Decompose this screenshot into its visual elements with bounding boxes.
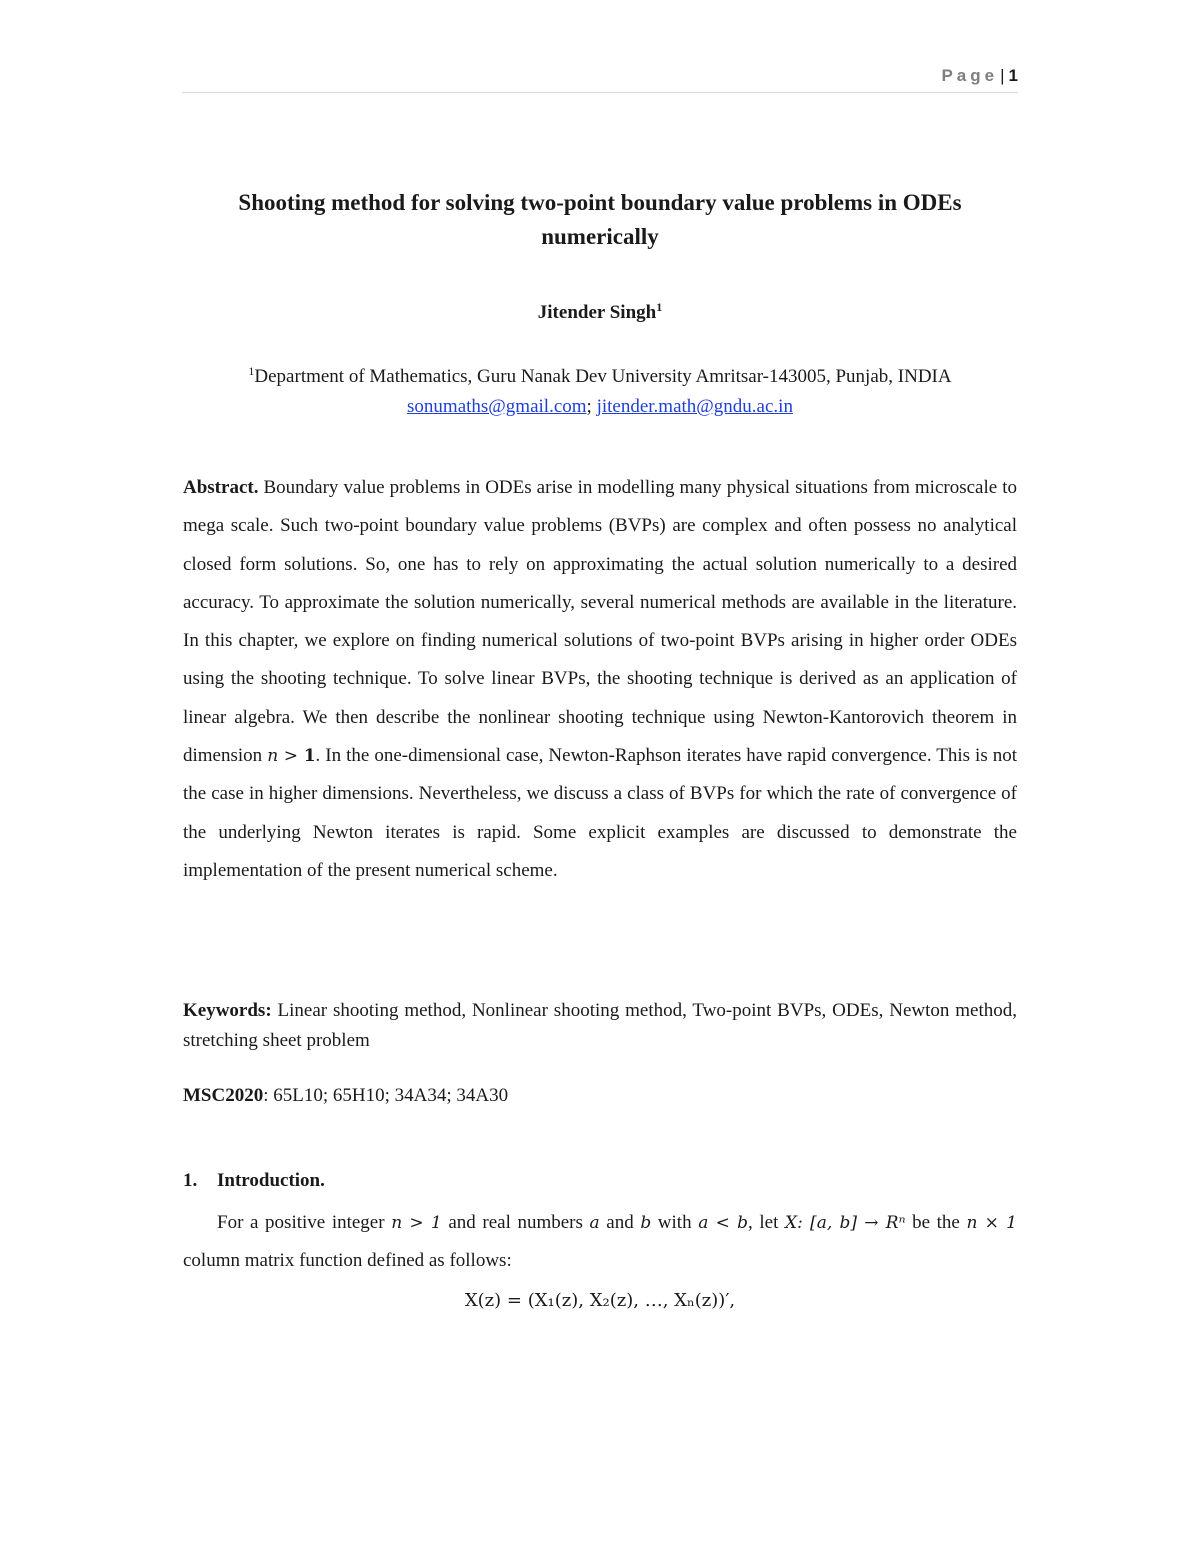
title-line-2: numerically [541, 224, 659, 249]
affiliation-line [182, 362, 1018, 392]
intro-math-6: n × 1 [966, 1213, 1018, 1233]
intro-math-4: a < b [698, 1213, 748, 1233]
title-line-1: Shooting method for solving two-point boundary value problems in ODEs [238, 190, 962, 215]
abstract-math-one: 1 [303, 746, 316, 767]
keywords [183, 996, 1017, 1056]
msc-label: MSC2020 [183, 1085, 264, 1106]
email-link-2[interactable]: jitender.math@gndu.ac.in [596, 396, 793, 417]
paper-title [182, 186, 1018, 254]
intro-text-6: be the [905, 1212, 967, 1233]
email-link-1[interactable]: sonumaths@gmail.com [407, 396, 587, 417]
abstract [183, 469, 1017, 890]
page-number: 1 [1008, 66, 1018, 85]
keywords-text: Linear shooting method, Nonlinear shooting method, Two-point BVPs, ODEs, Newton method, stretching sheet problem [183, 1000, 1018, 1051]
abstract-text-2: . In the one-dimensional case, Newton-Raphson iterates have rapid convergence. This is not the case in higher dimensions. Nevertheless, we discuss a class of BVPs for which the rate of convergence of the underlying Newton iterates is rapid. Some explicit examples are discussed to demonstrate the implementation of the present numerical scheme. [183, 745, 1017, 881]
intro-math-3: b [640, 1213, 652, 1233]
intro-paragraph [183, 1204, 1017, 1280]
intro-text-2: and real numbers [441, 1212, 590, 1233]
intro-text-5: , let [748, 1212, 785, 1233]
intro-math-2: a [589, 1213, 600, 1233]
msc-text: : 65L10; 65H10; 34A34; 34A30 [263, 1085, 509, 1106]
intro-text-1: For a positive integer [217, 1212, 392, 1233]
intro-math-1: n > 1 [391, 1213, 442, 1233]
intro-text-7: column matrix function defined as follows: [183, 1250, 512, 1271]
page-label: Page [941, 66, 999, 85]
section-title: Introduction. [217, 1170, 325, 1191]
author-superscript: 1 [656, 300, 663, 314]
abstract-math-n: n [267, 746, 279, 767]
intro-text-3: and [599, 1212, 641, 1233]
abstract-math-gt: > [278, 746, 304, 767]
page-header [182, 66, 1018, 93]
affiliation-superscript: 1 [248, 364, 255, 378]
keywords-label: Keywords: [183, 1000, 272, 1021]
section-number: 1. [183, 1170, 198, 1191]
section-heading [183, 1170, 325, 1192]
email-line [182, 392, 1018, 422]
abstract-label: Abstract. [183, 477, 259, 498]
abstract-text-1: Boundary value problems in ODEs arise in modelling many physical situations from microscale to mega scale. Such two-point boundary value problems (BVPs) are complex and often possess no analytical closed form solutions. So, one has to rely on approximating the actual solution numerically to a desired accuracy. To approximate the solution numerically, several numerical methods are available in the literature. In this chapter, we explore on finding numerical solutions of two-point BVPs arising in higher order ODEs using the shooting technique. To solve linear BVPs, the shooting technique is derived as an application of linear algebra. We then describe the nonlinear shooting technique using Newton-Kantorovich theorem in dimension [183, 477, 1018, 767]
email-separator: ; [586, 396, 592, 417]
display-equation: X(z) = (X₁(z), X₂(z), …, Xₙ(z))′, [464, 1290, 736, 1311]
author-name: Jitender Singh [537, 302, 657, 323]
author [182, 302, 1018, 324]
affiliation-text: Department of Mathematics, Guru Nanak Dev University Amritsar-143005, Punjab, INDIA [254, 366, 952, 387]
header-separator: | [1000, 66, 1005, 85]
intro-math-5: X: [a, b] → Rⁿ [784, 1213, 906, 1233]
intro-text-4: with [651, 1212, 699, 1233]
affiliation [182, 362, 1018, 422]
msc-codes [183, 1085, 1017, 1107]
